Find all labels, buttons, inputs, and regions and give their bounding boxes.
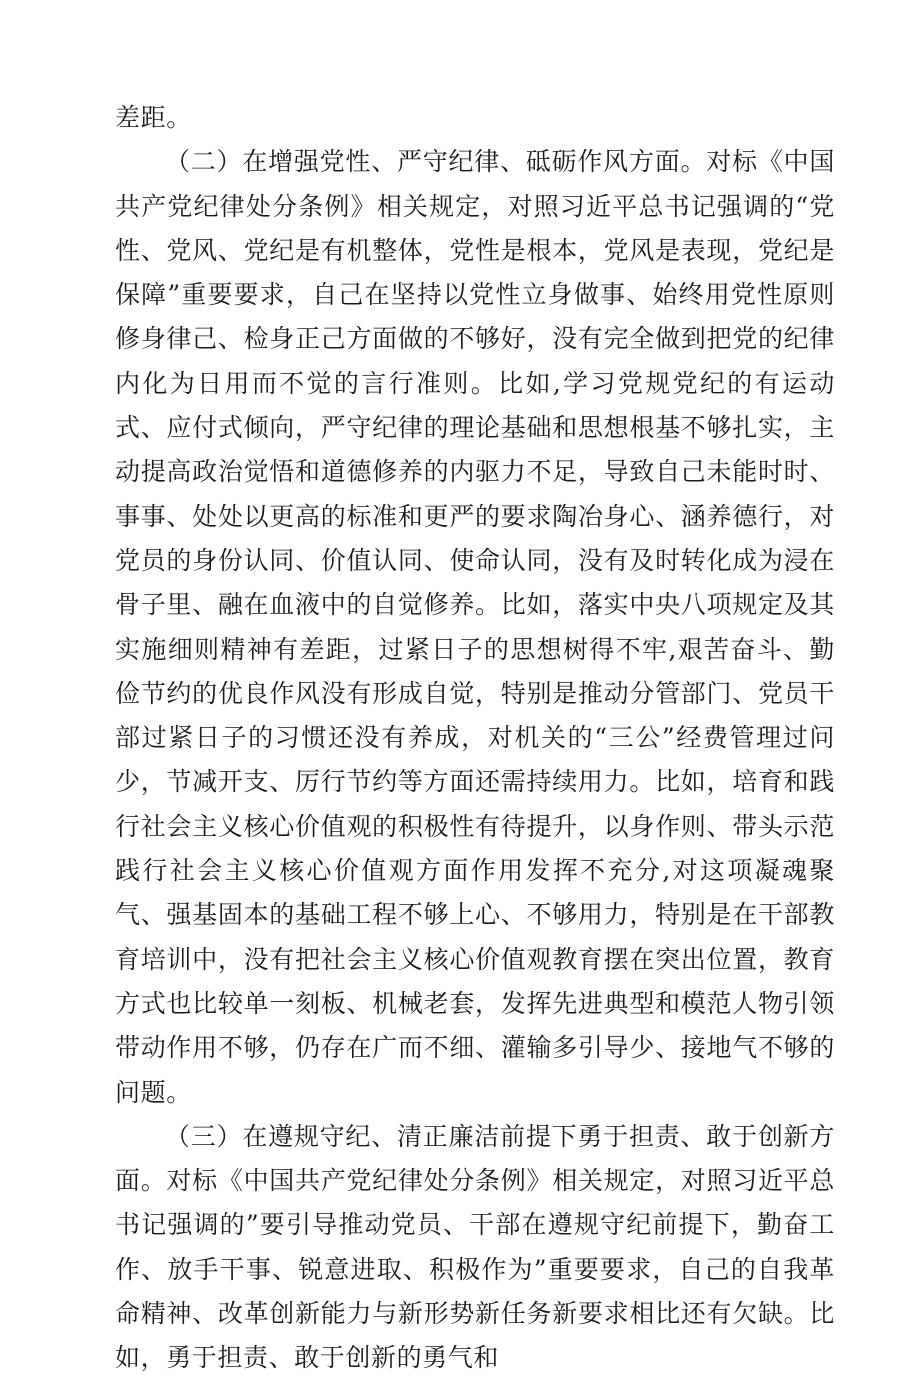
document-body (115, 96, 835, 1381)
paragraph-section-two: （二）在增强党性、严守纪律、砥砺作风方面。对标《中国共产党纪律处分条例》相关规定，对照习近平总书记强调的“党性、党风、党纪是有机整体，党性是根本，党风是表现，党纪是保障”重要要求，自己在坚持以党性立身做事、始终用党性原则修身律己、检身正己方面做的不够好，没有完全做到把党的纪律内化为日用而不觉的言行准则。比如,学习党规党纪的有运动式、应付式倾向，严守纪律的理论基础和思想根基不够扎实，主动提高政治觉悟和道德修养的内驱力不足，导致自己未能时时、事事、处处以更高的标准和更严的要求陶冶身心、涵养德行，对党员的身份认同、价值认同、使命认同，没有及时转化成为浸在骨子里、融在血液中的自觉修养。比如，落实中央八项规定及其实施细则精神有差距，过紧日子的思想树得不牢,艰苦奋斗、勤俭节约的优良作风没有形成自觉，特别是推动分管部门、党员干部过紧日子的习惯还没有养成，对机关的“三公”经费管理过问少，节减开支、厉行节约等方面还需持续用力。比如，培育和践行社会主义核心价值观的积极性有待提升，以身作则、带头示范践行社会主义核心价值观方面作用发挥不充分,对这项凝魂聚气、强基固本的基础工程不够上心、不够用力，特别是在干部教育培训中，没有把社会主义核心价值观教育摆在突出位置，教育方式也比较单一刻板、机械老套，发挥先进典型和模范人物引领带动作用不够，仍存在广而不细、灌输多引导少、接地气不够的问题。 (115, 147, 835, 1107)
paragraph-section-three: （三）在遵规守纪、清正廉洁前提下勇于担责、敢于创新方面。对标《中国共产党纪律处分条例》相关规定，对照习近平总书记强调的”要引导推动党员、干部在遵规守纪前提下，勤奋工作、放手干事、锐意进取、积极作为”重要要求，自己的自我革命精神、改革创新能力与新形势新任务新要求相比还有欠缺。比如，勇于担责、敢于创新的勇气和 (115, 1121, 835, 1373)
paragraph-continuation: 差距。 (115, 103, 192, 132)
